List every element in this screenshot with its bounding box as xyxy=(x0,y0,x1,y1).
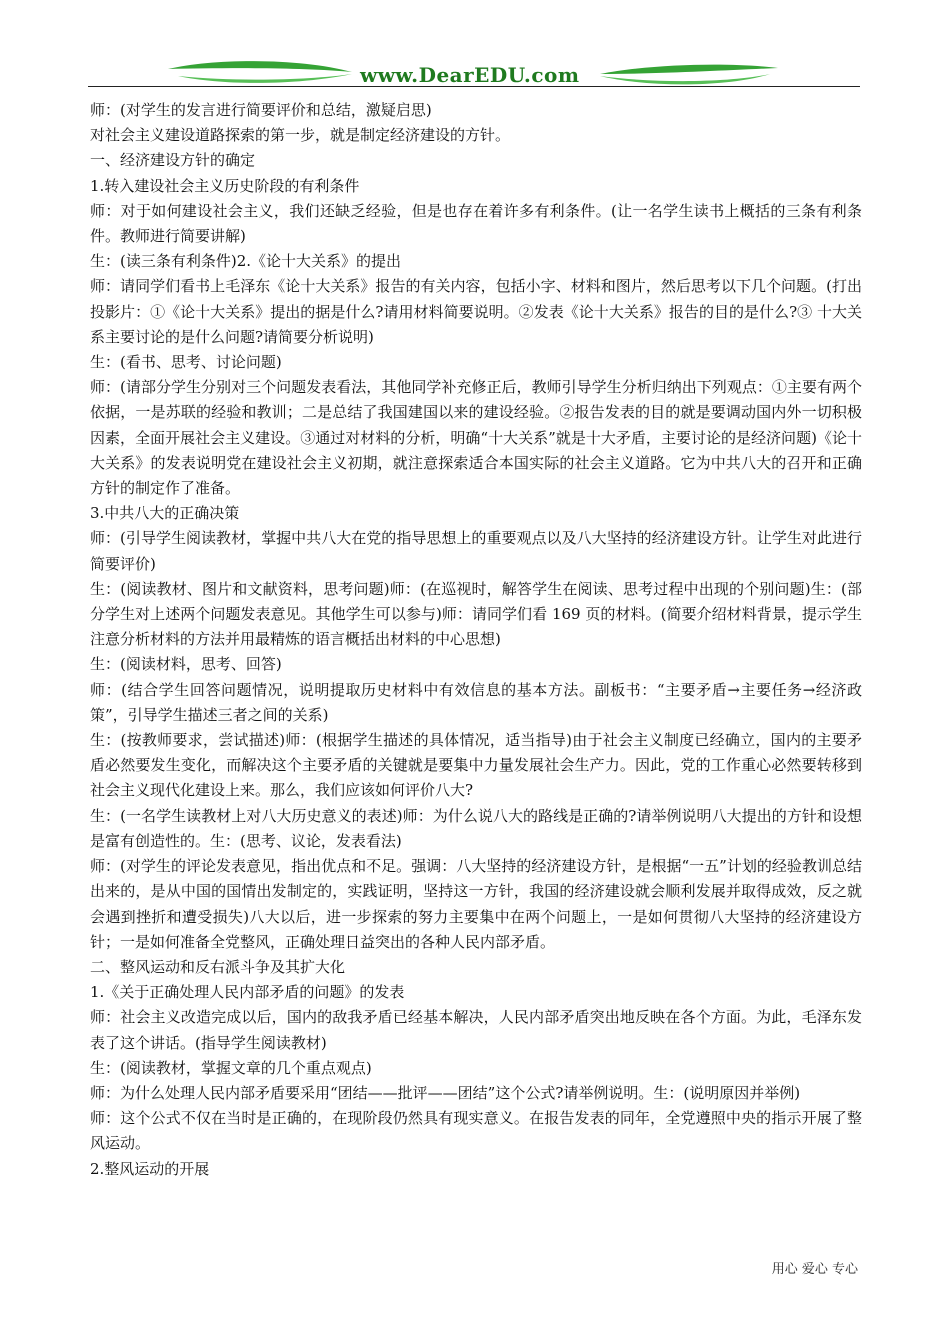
document-body xyxy=(90,98,862,1182)
subsection-heading: 3.中共八大的正确决策 xyxy=(90,504,240,523)
subsection-heading: 2.整风运动的开展 xyxy=(90,1159,210,1178)
paragraph: 生：(一名学生读教材上对八大历史意义的表述)师：为什么说八大的路线是正确的?请举例说明八大提出的方针和设想是富有创造性的。生：(思考、议论，发表看法) xyxy=(90,806,862,850)
paragraph: 师：(结合学生回答问题情况，说明提取历史材料中有效信息的基本方法。副板书：“主要矛盾→主要任务→经济政策”，引导学生描述三者之间的关系) xyxy=(90,680,862,724)
paragraph: 生：(按教师要求，尝试描述)师：(根据学生描述的具体情况，适当指导)由于社会主义制度已经确立，国内的主要矛盾必然要发生变化，而解决这个主要矛盾的关键就是要集中力量发展社会生产力。因此，党的工作重心必然要转移到社会主义现代化建设上来。那么，我们应该如何评价八大? xyxy=(90,731,862,800)
paragraph: 师：(引导学生阅读教材，掌握中共八大在党的指导思想上的重要观点以及八大坚持的经济建设方针。让学生对此进行简要评价) xyxy=(90,529,862,573)
paragraph: 师：社会主义改造完成以后，国内的敌我矛盾已经基本解决，人民内部矛盾突出地反映在各个方面。为此，毛泽东发表了这个讲话。(指导学生阅读教材) xyxy=(90,1008,862,1052)
page-header xyxy=(0,52,950,94)
paragraph: 生：(阅读材料，思考、回答) xyxy=(90,655,282,674)
paragraph: 师：(对学生的评论发表意见，指出优点和不足。强调：八大坚持的经济建设方针，是根据“一五”计划的经验教训总结出来的，是从中国的国情出发制定的，实践证明，坚持这一方针，我国的经济建设就会顺利发展并取得成效，反之就会遇到挫折和遭受损失)八大以后，进一步探索的努力主要集中在两个问题上，一是如何贯彻八大坚持的经济建设方针；一是如何准备全党整风，正确处理日益突出的各种人民内部矛盾。 xyxy=(90,857,862,951)
paragraph: 生：(阅读教材，掌握文章的几个重点观点) xyxy=(90,1058,372,1077)
section-heading: 一、经济建设方针的确定 xyxy=(90,151,256,170)
paragraph: 师：为什么处理人民内部矛盾要采用“团结——批评——团结”这个公式?请举例说明。生：(说明原因并举例) xyxy=(90,1083,801,1102)
paragraph: 生：(看书、思考、讨论问题) xyxy=(90,353,282,372)
paragraph: 师：对于如何建设社会主义，我们还缺乏经验，但是也存在着许多有利条件。(让一名学生读书上概括的三条有利条件。教师进行简要讲解) xyxy=(90,201,862,246)
site-logo[interactable]: www.DearEDU.com xyxy=(360,63,580,87)
subsection-heading: 1.《关于正确处理人民内部矛盾的问题》的发表 xyxy=(90,983,405,1002)
paragraph: 师：(请部分学生分别对三个问题发表看法，其他同学补充修正后，教师引导学生分析归纳出下列观点：①主要有两个依据，一是苏联的经验和教训；二是总结了我国建国以来的建设经验。②报告发表的目的就是要调动国内外一切积极因素，全面开展社会主义建设。③通过对材料的分析，明确“十大关系”就是十大矛盾，主要讨论的是经济问题)《论十大关系》的发表说明党在建设社会主义初期，就注意探索适合本国实际的社会主义道路。它为中共八大的召开和正确方针的制定作了准备。 xyxy=(90,378,862,498)
page-footer: 用心 爱心 专心 xyxy=(771,1262,858,1277)
paragraph: 对社会主义建设道路探索的第一步，就是制定经济建设的方针。 xyxy=(90,126,511,145)
paragraph: 师：这个公式不仅在当时是正确的，在现阶段仍然具有现实意义。在报告发表的同年，全党遵照中央的指示开展了整风运动。 xyxy=(90,1109,862,1153)
paragraph: 生：(阅读教材、图片和文献资料，思考问题)师：(在巡视时，解答学生在阅读、思考过程中出现的个别问题)生：(部分学生对上述两个问题发表意见。其他学生可以参与)师：请同学们看 169 页的材料。(简要介绍材料背景，提示学生注意分析材料的方法并用最精炼的语言概括出材料的中心思想) xyxy=(90,579,862,649)
paragraph: 师：(对学生的发言进行简要评价和总结，激疑启思) xyxy=(90,101,432,119)
header-rule xyxy=(88,86,860,87)
subsection-heading: 1.转入建设社会主义历史阶段的有利条件 xyxy=(90,176,360,195)
paragraph: 生：(读三条有利条件)2.《论十大关系》的提出 xyxy=(90,252,402,271)
section-heading: 二、整风运动和反右派斗争及其扩大化 xyxy=(90,957,346,976)
paragraph: 师：请同学们看书上毛泽东《论十大关系》报告的有关内容，包括小字、材料和图片，然后思考以下几个问题。(打出投影片：①《论十大关系》提出的据是什么?请用材料简要说明。②发表《论十大关系》报告的目的是什么?③ 十大关系主要讨论的是什么问题?请简要分析说明) xyxy=(90,277,862,346)
